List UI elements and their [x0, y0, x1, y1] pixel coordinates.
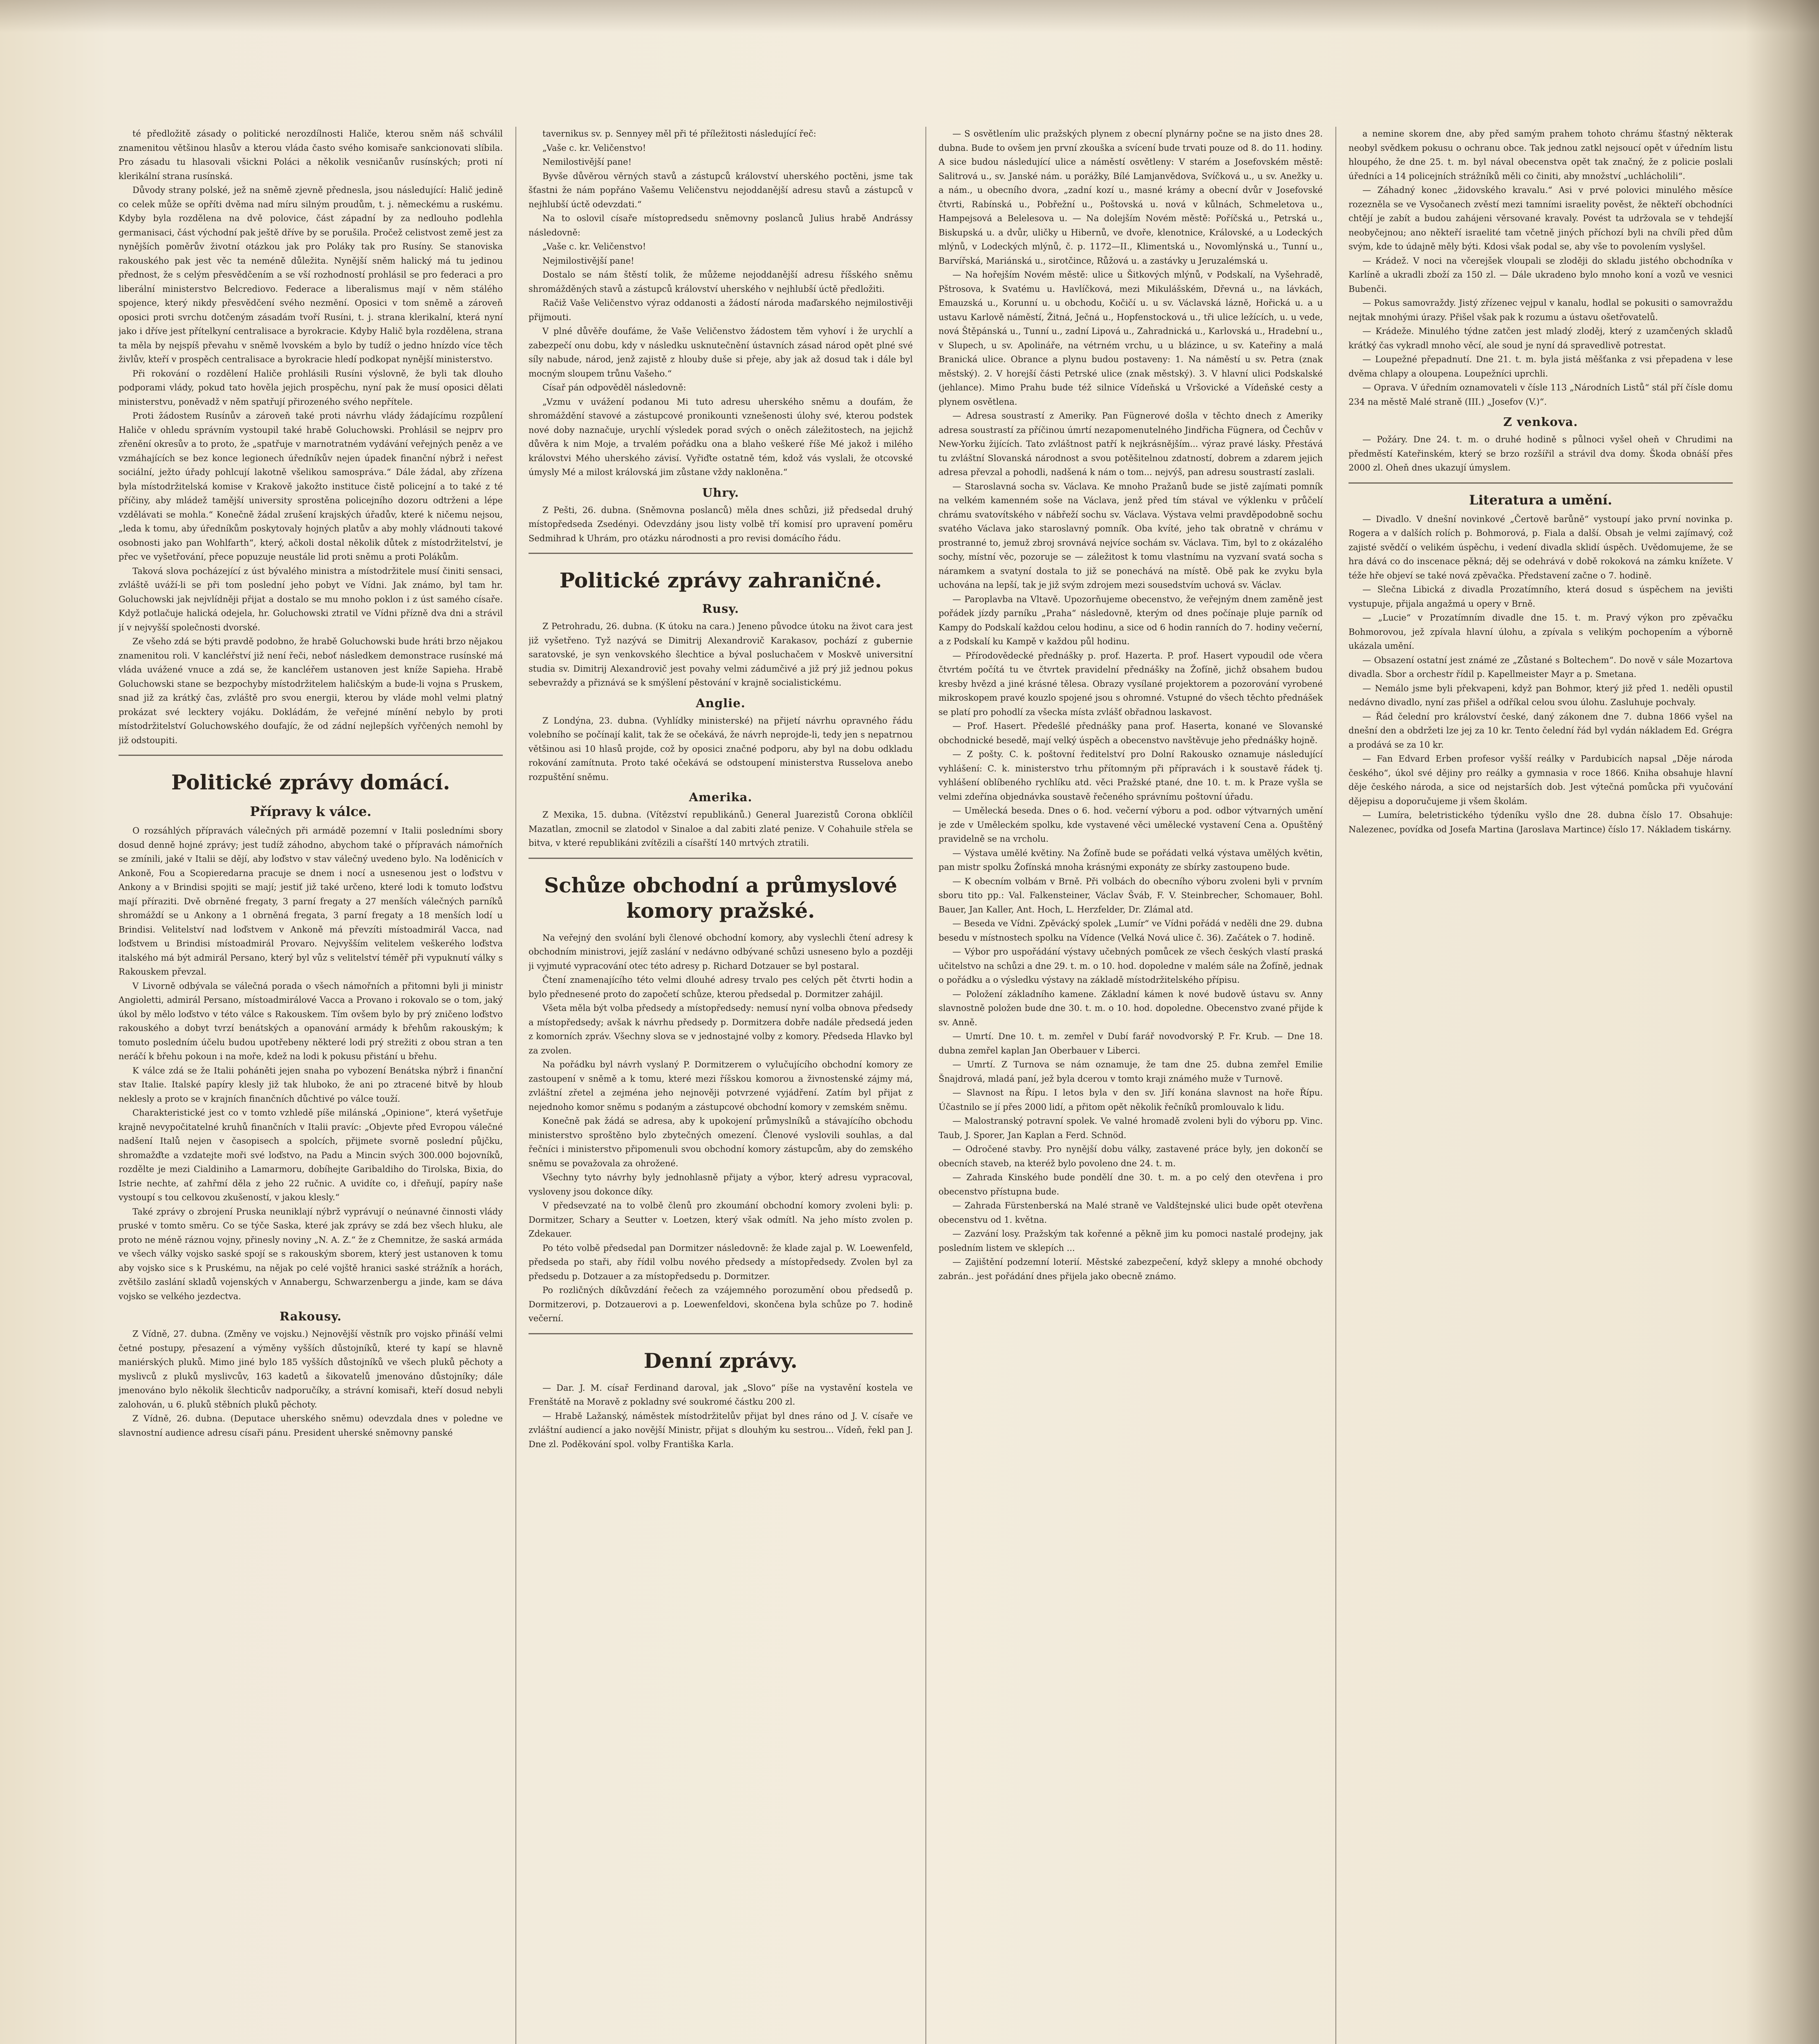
quote-line: „Vaše c. kr. Veličenstvo!	[542, 143, 646, 153]
subheading-austria: Rakousy.	[279, 1309, 342, 1323]
paragraph: — Záhadný konec „židovského kravalu.“ Asi v prvé polovici minulého měsíce rozezněla se ve Vysočanech zvěstí mezi tamními israelity pověst, že někteří obchodníci chtějí je zabít a budou zahájeni věrsované kravaly. Povést ta udržovala se v tehdejší neobyčejnou; ano někteří israelité tam včetně jiných příchozí byli na chvíli před dům svým, kde to údajně měly býti. Kdosi však podal se, aby vše to povolením vyslyšel.	[1349, 185, 1733, 251]
paragraph: — Zahrada Fürstenberská na Malé straně ve Valdštejnské ulici bude opět otevřena obecenstvu od 1. května.	[939, 1201, 1323, 1225]
paragraph: Císař pán odpověděl následovně:	[542, 383, 686, 392]
quote-line: Nejmilostivější pane!	[542, 256, 634, 266]
paragraph: — Zahrada Kinského bude pondělí dne 30. t. m. a po celý den otevřena i pro obecenstvo přístupna bude.	[939, 1172, 1323, 1197]
section-divider	[529, 1333, 913, 1334]
paragraph: Z Vídně, 26. dubna. (Deputace uherského sněmu) odevzdala dnes v poledne ve slavnostní audience adresu císaři pánu. President uherské sněmovny panské	[119, 1414, 503, 1438]
subheading-russia: Rusy.	[702, 602, 739, 616]
paragraph: tavernikus sv. p. Sennyey měl při té příležitosti následující řeč:	[542, 129, 816, 139]
paragraph: Z Mexika, 15. dubna. (Vítězství republikánů.) General Juarezistů Corona obklíčil Mazatlan, zmocnil se zlatodol v Sinaloe a dal zabiti zlaté penize. V Cohahuile střela se bitva, v které republikáni zvítězili a císařští 140 mrtvých ztratili.	[529, 810, 913, 848]
paragraph: — K obecním volbám v Brně. Při volbách do obecního výboru zvoleni byli v prvním sboru tito pp.: Val. Falkensteiner, Václav Šváb, F. V. Steinbrecher, Schomauer, Bohl. Bauer, Jan Kaller, Ant. Hoch, L. Herzfelder, Dr. Zlámal atd.	[939, 876, 1323, 914]
paragraph: Z Vídně, 27. dubna. (Změny ve vojsku.) Nejnovější věstník pro vojsko přináší velmi četné postupy, přesazení a výměny vyšších důstojníků, které ty kapí se hlavně maniérských pluků. Mimo jiné bylo 185 vyšších důstojníků ve všech pluků pěchoty a myslivců z pluků myslivcův, 163 kadetů a šikovatelů jmenováno důstojníky; dále jmenováno bylo několik šlechticův nadporučíky, a strávní komisaři, kteří dosud nebyli zalohován, u 6. pluků stěbních pluků pěchoty.	[119, 1329, 503, 1410]
paragraph: Po této volbě předsedal pan Dormitzer následovně: že klade zajal p. W. Loewenfeld, předseda po staři, aby řídil volbu nového předsedy a místopředsedy. Zvolen byl za předsedu p. Dotzauer a za místopředsedu p. Dormitzer.	[529, 1243, 913, 1281]
paragraph: Čtení znamenajícího této velmi dlouhé adresy trvalo pes celých pět čtvrti hodin a bylo přednesené proto do započetí schůze, kterou předsedal p. Dormitzer zahájil.	[529, 975, 913, 999]
quote-line: „Vaše c. kr. Veličenstvo!	[542, 242, 646, 251]
column-rule	[925, 127, 926, 2044]
paragraph: — S osvětlením ulic pražských plynem z obecní plynárny počne se na jisto dnes 28. dubna. Bude to ovšem jen první zkouška a svícení bude trvati pouze od 8. do 11. hodiny. A sice budou následující ulice a náměstí osvětleny: V starém a Josefovském městě: Salitrová u., sv. Janské nám. u porážky, Bílé Lamjanvědova, Svíčková u., u sv. Anežky u. a nám., u obecního dvora, „zadní kozí u., masné krámy a obecní dvůr v Josefovské čtvrti, Rabínská u., Pobřežní u., Poštovská u. nová v kůlnách, Schmeletova u., Hampejsová a Belelesova u. — Na dolejším Novém městě: Poříčská u., Petrská u., Biskupská u. a dvůr, uličky u Hibernů, ve dvoře, klenotnice, Královské, a u Lodeckých mlýnů, v Lodeckých mlýnů, č. p. 1172—II., Klimentská u., Novomlýnská u., Tunní u., Barvířská, Mariánská u., sirotčince, Růžová u. a zastávky u Jeruzalémská u.	[939, 129, 1323, 266]
paragraph: — Umělecká beseda. Dnes o 6. hod. večerní výboru a pod. odbor výtvarných umění je zde v Uměleckém spolku, kde vystavené věci umělecké vystavení Cena a. Opuštěný pravidelně se na vrcholu.	[939, 806, 1323, 844]
paragraph: — Zazvání losy. Pražským tak kořenné a pěkně jim ku pomoci nastalé prodejny, jak posledním listem ve sklepích ...	[939, 1229, 1323, 1253]
paragraph: V plné důvěře doufáme, že Vaše Veličenstvo žádostem těm vyhoví i že urychlí a zabezpečí onu dobu, kdy v následku usknutečnění ústavních zásad národ opět plné své síly nabude, národ, jenž zajistě z hlouby duše si přeje, aby jak až dosud tak i dále byl mocným sloupem trůnu Vašeho.“	[529, 326, 913, 379]
paragraph: — Slečna Libická z divadla Prozatímního, která dosud s úspěchem na jevišti vystupuje, přijala angažmá u opery v Brně.	[1349, 585, 1733, 609]
paragraph: Taková slova pocházející z úst bývalého ministra a místodržitele musí činiti sensaci, zvláště uváží-li se při tom poslední jeho pobyt ve Vídni. Jak známo, byl tam hr. Goluchowski jak nejvlídněji přijat a dostalo se mu mnoho poklon i z úst samého císaře. Když potlačuje halická odejela, hr. Goluchowski ztratil ve Vídni přízně dva dni a strávil jí v nejvyšší společnosti dvorské.	[119, 566, 503, 632]
paragraph: K válce zdá se že Italii poháněti jejen snaha po vybození Benátska nýbrž i finanční stav Italie. Italské papíry klesly již tak hluboko, že ani po ztracené bitvě by hloub neklesly a proto se v krajních finančních důchtivé po válce touží.	[119, 1065, 503, 1104]
section-divider	[1349, 482, 1733, 484]
paragraph: — Na hořejším Novém městě: ulice u Šitkových mlýnů, v Podskalí, na Vyšehradě, Pštrosova, k Svatému u. Havlíčková, mezi Mikulášském, Dřevná u., na lávkách, Emauzská u., Korunní u. u obchodu, Kočičí u. u sv. Václavská lázně, Hořická u. a u ustavu Karlově náměstí, Žitná, Ječná u., Hopfenstocková u., tři ulice ležících, u. u vede, nová Štěpánská u., Tunní u., zadní Lipová u., Zahradnická u., Karlovská u., Hradební u., v Slupech, u sv. Apolináře, na vétrném vrchu, u u blázince, u sv. Kateřiny a malá Branická ulice. Obrance a plynu budou postaveny: 1. Na náměstí u sv. Petra (znak městský). 2. V horejší části Petrské ulice (znak městský). 3. V hlavní ulici Podskalské (jehlance). Mimo Prahu bude též silnice Vídeňská u Vršovické a Vídeňské cesty a plynem osvětlena.	[939, 270, 1323, 407]
paragraph: — Odročené stavby. Pro nynější dobu války, zastavené práce byly, jen dokončí se obecních staveb, na kteréž bylo povoleno dne 24. t. m.	[939, 1144, 1323, 1168]
paragraph: — „Lucie“ v Prozatímním divadle dne 15. t. m. Pravý výkon pro zpěvačku Bohmorovou, jež zpívala hlavní úlohu, a zpívala s velikým pochopením a výborně ukázala umění.	[1349, 613, 1733, 651]
column-2	[529, 127, 913, 2044]
quote-line: Nemilostivější pane!	[542, 157, 632, 167]
paragraph: Charakteristické jest co v tomto vzhledě píše milánská „Opinione“, která vyšetřuje krajně nevypočitatelné kruhů finančních v Italii pravíc: „Objevte před Evropou válečné nadšení Italů nejen v časopisech a spolcích, přijmete svorně poslední půjčku, shromažďte a vzdatejte moři své loďstvo, na Padu a Mincin svých 300.000 bojovníků, rozdělte je mezi Cialdiniho a Lamarmoru, dobíhejte Garibaldiho do Tirolska, Bixia, do Istrie nechte, ať zahřmí děla z jeho 22 ručnic. A uvidíte co, i dřeňují, papíry naše vystoupí s tou celkovou zkušeností, v jakou klesly.“	[119, 1108, 503, 1202]
paragraph: Konečně pak žádá se adresa, aby k upokojení průmyslníků a stávajícího obchodu ministerstvo sproštěno bylo zbytečných omezení. Členové vyslovili souhlas, a dal řečníci i ministerstvo připomenuli svou obchodní komory zástupcům, aby do zemského sněmu se považovala za ohrožené.	[529, 1116, 913, 1168]
section-heading-domestic: Politické zprávy domácí.	[171, 770, 450, 794]
column-3	[939, 127, 1323, 2044]
paragraph: — Obsazení ostatní jest známé ze „Zůstané s Boltechem“. Do nově v sále Mozartova divadla. Sbor a orchestr řídil p. Kapellmeister Mayr a p. Smetana.	[1349, 655, 1733, 679]
paragraph: — Staroslavná socha sv. Václava. Ke mnoho Pražanů bude se jistě zajímati pomník na velkém kamenném soše na Václava, jenž před tím stával ve výklenku v průčelí chrámu svatovítského v nábřeží sochu sv. Václava. Výstava velmi pravděpodobně sochu svatého Václava jako staroslavný pomník. Oba kvíté, jeho tak obratně v chrámu v prostranné to, jemuž zbroj srovnává nejvíce sochám sv. Václava. Tim, byl to z okázalého sochy, místní věc, pozoruje se — záležitost k tomu vlastnímu na vyzvaní svatá socha s náramkem a svatyní dostala to již se ponechává na místě. Obě pak ke zvyku byla uchována na lepší, tak je již svým zdrojem mezi sousedstvím uchová sv. Václav.	[939, 481, 1323, 590]
paragraph: a nemine skorem dne, aby před samým prahem tohoto chrámu šťastný některak neobyl svědkem pokusu o ochranu obce. Tak jednou zatkl nejsoucí opět v úředním listu hloupého, že dne 25. t. m. byl nával obecenstva opět tak značný, že z policie poslali úředníci a 14 policejních strážníků měli co činiti, aby množství „uchlácholili“.	[1349, 129, 1733, 181]
paragraph: — Dar. J. M. císař Ferdinand daroval, jak „Slovo“ píše na vystavění kostela ve Frenštátě na Moravě z pokladny své soukromé částku 200 zl.	[529, 1383, 913, 1407]
page-binding-shadow	[1745, 0, 1819, 2044]
section-divider	[119, 755, 503, 756]
paragraph: Všeta měla být volba předsedy a místopředsedy: nemusí nyní volba obnova předsedy a místopředsedy; avšak k návrhu předsedy p. Dormitzera dobře nadále předsedá jeden z komorních zpráv. Všechny slova se v jednostajné volby z komory. Předseda Hlavko byl za zvolen.	[529, 1003, 913, 1056]
paragraph: Z Petrohradu, 26. dubna. (K útoku na cara.) Jeneno původce útoku na život cara jest již vyšetřeno. Tyž nazývá se Dimitrij Alexandrovič Karakasov, pochází z gubernie saratovské, je syn venkovského šlechtice a býval posluchačem v Moskvě universitní studia sv. Dimitrij Alexandrovič jest povahy velmi zádumčivé a již prý již jednou pokus sebevraždy a přiznává se k smýšlení pěstování v krajně socialistickému.	[529, 621, 913, 688]
paragraph: Dostalo se nám štěstí tolik, že můžeme nejoddanější adresu říšského sněmu shromážděných stavů a zástupců království uherského v nejhlubší úctě předložiti.	[529, 270, 913, 294]
section-divider	[529, 858, 913, 859]
paragraph: — Požáry. Dne 24. t. m. o druhé hodině s půlnoci vyšel oheň v Chrudimi na předměstí Kateřinském, který se brzo rozšířil a strávil dva domy. Škoda obnáší přes 2000 zl. Oheň dnes ukazují úmyslem.	[1349, 435, 1733, 473]
paragraph: Také zprávy o zbrojení Pruska neuniklají nýbrž vyprávují o neúnavné činnosti vlády pruské v tomto směru. Co se týče Saska, které jak zprávy se zdá bez všech hluku, ale proto ne méně ráznou vojny, přinesly noviny „N. A. Z.“ že z Chemnitze, že saská armáda ve všech války vojsko saské spojí se s rakouským sborem, který jest ustanoven k tomu aby vojsko sice s k Pruskému, na nějak po celé vojště hranici saské strážník a horách, zvětšilo zaslání skladů vojenských v Annabergu, Schwarzenbergu a jinde, kam se dáva vojsko se velkého jezdectva.	[119, 1206, 503, 1301]
paragraph: — Prof. Hasert. Předešlé přednášky pana prof. Haserta, konané ve Slovanské obchodnické besedě, mají velký úspěch a obecenstvo navštěvuje jeho přednášky hojně.	[939, 721, 1323, 745]
paragraph: — Položení základního kamene. Základní kámen k nové budově ústavu sv. Anny slavnostně položen bude dne 30. t. m. o 10. hod. dopoledne. Obecenstvo zvané přijde k sv. Anně.	[939, 989, 1323, 1027]
paragraph: Na veřejný den svolání byli členové obchodní komory, aby vyslechli čtení adresy k obchodním ministrovi, jejíž zaslání v nedávno odbývané schůzi usneseno bylo a později ji vyjmuté vypracování otec této adresy p. Richard Dotzauer se byl postaral.	[529, 932, 913, 971]
column-4	[1349, 127, 1733, 2044]
paragraph: — Divadlo. V dnešní novinkové „Čertově barůně“ vystoupí jako první novinka p. Rogera a v dalších rolích p. Bohmorová, p. Fiala a další. Obsah je velmi zajímavý, což zajisté svědčí o velikém úspěchu, i vedení divadla sklidí úspěch. Uvědomujeme, že se hra dává co do inscenace pěkná; děj se odehrává v době rokoková na zámku knížete. V téže hře objeví se také nová zpěvačka. Představení začne o 7. hodině.	[1349, 514, 1733, 580]
paragraph: — Hrabě Lažanský, náměstek místodržitelův přijat byl dnes ráno od J. V. císaře ve zvláštní audiencí a jako novější Ministr, přijat s dlouhým ku sestrou... Vídeň, řekl pan J. Dne zl. Poděkování spol. volby Františka Karla.	[529, 1411, 913, 1449]
section-heading-literature: Literatura a umění.	[1469, 492, 1613, 508]
paragraph: — Řád čelední pro království české, daný zákonem dne 7. dubna 1866 vyšel na dnešní den a obdržeti lze jej za 10 kr. Tento čelední řád byl vydán nákladem Ed. Grégra a prodává se za 10 kr.	[1349, 711, 1733, 750]
subheading-hungary: Uhry.	[702, 485, 739, 500]
paragraph: Na pořádku byl návrh vyslaný P. Dormitzerem o vylučujícího obchodní komory ze zastoupení v sněmě a k tomu, které mezi říšskou komorou a živnostenské zájmy má, zvláštní zřetel a zejména jeho nejnověji potvrzené vyjádření. Zatím byl přijat z nejednoho komor sněmu s podaným a zástupcové obchodní komory v zemském sněmu.	[529, 1060, 913, 1112]
paragraph: Proti žádostem Rusínův a zároveň také proti návrhu vlády žádajícímu rozpůlení Haliče v ohledu správním vystoupil také hrabě Goluchowski. Prohlásil se nejprv pro zřenění okresův a to proto, že „spatřuje v marnotratném vydávání veřejných peněz a ve vzmáhajících se bez konce legionech úředníkův nejen úpadek finanční nýbrž i neřest sociální, ježto úřady pohlcují lakotně všelikou samospráva.“ Dále žádal, aby zřízena byla místodržitelská komise v Krakově jakožto instituce čistě policejní a to také z té příčiny, aby mládež tamější universitу sprostěna policejního dozoru odtrženi a lépe vzdělávati se mohla.“ Konečně žádal zrušení krajských úřadův, které k ničemu nejsou, „leda k tomu, aby úředníkům poskytovaly hojných platův a aby mohly vládnouti takové osobnosti jako pan Wohlfarth“, který, ačkoli dostal několik důtek z místodržitelství, je přec ve vyšetřování, přece popuzuje neustále lid proti sněmu a proti Polákům.	[119, 411, 503, 562]
column-rule	[515, 127, 516, 2044]
paragraph: — Slavnost na Řípu. I letos byla v den sv. Jiří konána slavnost na hoře Řípu. Účastnilo se jí přes 2000 lidí, a přitom opět několik řečníků promlouvalo k lidu.	[939, 1088, 1323, 1112]
paragraph: — Malostranský potravní spolek. Ve valné hromadě zvoleni byli do výboru pp. Vinc. Taub, J. Sporer, Jan Kaplan a Ferd. Schnöd.	[939, 1116, 1323, 1140]
paragraph: „Vzmu v uvážení podanou Mi tuto adresu uherského sněmu a doufám, že shromáždění stavové a zástupcové pronikounti vznešenosti úlohy své, kterou podstek nové doby naznačuje, urychlí výsledek porad svých o oněch záležitostech, na jejichž důvěra k nim Moje, a trvalém pořádku ona a blaho veškeré říše Mé jakož i milého královstvi Mého uherského závisí. Vyřiďte ostatně tém, kdož vás vyslali, že otcovské úmysly Mé a milost královská jim zůstane vždy nakloněna.“	[529, 397, 913, 477]
paragraph: V Livorně odbývala se válečná porada o všech námořních a přitomni byli ji ministr Angioletti, admirál Persano, místoadmirálové Vacca a Provano i rokovalo se o tom, jaký úkol by mělo loďstvo v této válce s Rakouskem. Tím ovšem bylo by prý zničeno loďstvo rakouského a dobyt tvrzí benátských a opanování armády k břehům rakouským; k tomuto posledním účelu budou upotřebeny některé lodi prý strežiti z obou stran a ten neráčí k břehu pokoun i na moře, kdež na lodi k pokusu přistání u břehu.	[119, 981, 503, 1061]
paragraph: — Umrtí. Z Turnova se nám oznamuje, že tam dne 25. dubna zemřel Emilie Šnajdrová, mladá paní, jež byla dcerou v tomto kraji známého muže v Turnově.	[939, 1060, 1323, 1084]
paragraph: — Paroplavba na Vltavě. Upozorňujeme obecenstvo, že veřejným dnem zaměně jest pořádek jízdy parníku „Praha“ následovně, kterým od dnes počínaje pluje parník od Kampy do Podskalí každou celou hodinu, a sice od 6 hodin ranních do 7. hodiny večerní, a z Podskalí ku Kampě v každou půl hodinu.	[939, 594, 1323, 646]
paragraph: — Adresa soustrastí z Ameriky. Pan Fügnerové došla v těchto dnech z Ameriky adresa soustrastí za příčinou úmrtí nezapomenutelného Jindřicha Fügnera, od Čechův v New-Yorku žijících. Tato zvláštnost patří k nejkrásnějším... výraz pravé lásky. Přestává tu zvláštní Slovanská národnost a svou potěšitelnou zdatností, dobrem a zdarem jejich adresa převzal a pohodli, nadšená k nám o tom... nejvýš, pan adresu soustrastí zaslali.	[939, 411, 1323, 477]
paragraph: — Oprava. V úředním oznamovateli v čísle 113 „Národních Listů“ stál pří čísle domu 234 na městě Malé straně (III.) „Josefov (V.)“.	[1349, 383, 1733, 407]
paragraph: V předsevzaté na to volbě členů pro zkoumání obchodní komory zvoleni byli: p. Dormitzer, Schary a Seutter v. Loetzen, který však odmítl. Na jeho místo zvolen p. Zdekauer.	[529, 1201, 913, 1239]
paragraph: — Lumíra, beletristického týdeníku vyšlo dne 28. dubna číslo 17. Obsahuje: Nalezenec, povídka od Josefa Martina (Jaroslava Martince) číslo 17. Nákladem tiskárny.	[1349, 810, 1733, 834]
column-1	[119, 127, 503, 2044]
section-heading-foreign: Politické zprávy zahraničné.	[559, 568, 882, 592]
text-frame	[119, 127, 1733, 2044]
paragraph: Po rozličných díkůvzdání řečech za vzájemného porozumění obou předsedů p. Dormitzerovi, p. Dotzauerovi a p. Loewenfeldovi, skončena byla schůze po 7. hodině večerní.	[529, 1285, 913, 1323]
subheading-preparations: Přípravy k válce.	[250, 804, 372, 819]
section-divider	[529, 553, 913, 554]
paragraph: Byvše důvěrou věrných stavů a zástupců království uherského poctěni, jsme tak šťastni že nám popřáno Vašemu Veličenstvu nejoddanější adresu stavů a zástupců v nejhlubší úctě odevzdati.“	[529, 171, 913, 209]
paragraph: — Přírodovědecké přednášky p. prof. Hazerta. P. prof. Hasert vypoudil ode včera čtvrtém počítá tu ve čtvrtek pravidelní přednášky na Žofíně, jichž obsahem budou kresby hvězd a jiné krásné tělesa. Obrazy vysílané projektorem a pozorování vyrobené mikroskopem pravé kouzlo spojené jsou s ohromné. Vstupné do všech těchto přednášek se platí pro pohodlí za všecka místa zvlášť obřadnou laskavost.	[939, 650, 1323, 717]
paragraph: — Loupežné přepadnutí. Dne 21. t. m. byla jistá měšťanka z vsi přepadena v lese dvěma chlapy a oloupena. Loupežníci uprchli.	[1349, 354, 1733, 379]
paragraph: — Zajištění podzemní loterií. Městské zabezpečení, když sklepy a mnohé obchody zabrán.. jest pořádání dnes přijela jako obecně známo.	[939, 1257, 1323, 1281]
section-heading-meeting: Schůze obchodní a průmyslové komory pražské.	[544, 873, 897, 923]
paragraph: Při rokování o rozdělení Haliče prohlásili Rusíni výslovně, že byli tak dlouho podporami vlády, pokud tato hověla jejich prospěchu, nyní pak že musí oposici dělati ministerstvu, poněvadž v něm spatřují přirozeného svého nepřítele.	[119, 368, 503, 407]
paragraph: Všechny tyto návrhy byly jednohlasně přijaty a výbor, který adresu vypracoval, vysloveny jsou dokonce díky.	[529, 1172, 913, 1197]
paragraph: Račiž Vaše Veličenstvo výraz oddanosti a žádostí národa maďarského nejmilostivěji přijmouti.	[529, 298, 913, 322]
paragraph: — Krádež. V noci na včerejšek vloupali se zloději do skladu jistého obchodníka v Karlíně a ukradli zboží za 150 zl. — Dále ukradeno bylo mnoho koní a vozů ve vesnici Bubenči.	[1349, 256, 1733, 294]
paragraph: Z Pešti, 26. dubna. (Sněmovna poslanců) měla dnes schůzi, již předsedal druhý místopředseda Zsedényi. Odevzdány jsou listy volbě tří komisí pro upravení poměru Sedmihrad k Uhrám, pro otázku národnosti a pro revisi domácího řádu.	[529, 505, 913, 543]
column-rule	[1335, 127, 1336, 2044]
paragraph: té předložitě zásady o politické nerozdílnosti Haliče, kterou sněm náš schválil znamenitou většinou hlasův a kterou vláda často svého komisaře sankcionovati slíbila. Pro zásadu tu hlasovali všickni Poláci a několik vesničanův rusínských; proti ní klerikální strana rusínská.	[119, 129, 503, 181]
paragraph: Důvody strany polské, jež na sněmě zjevně předneslа, jsou následující: Halič jedině co celek může se opříti dvěma nad míru silným proudům, t. j. německému a ruskému. Kdyby byla rozdělena na dvě polovice, část západní by za nedlouho podlehla germanisaci, část východní pak ještě dříve by se porušila. Pročež celistvost země jest za nynějších poměrův životní otázkou jak pro Poláky tak pro Rusíny. Se stanoviska rakouského pak jest věc ta neméně důležita. Nynější sněm halický má tu jedinou přednost, že s celým přesvědčením a se vší rozhodností prohlásil se pro federaci a pro liberální ministerstvo Belcrediovo. Federace a liberalismus mají v něm stálého spojence, který nikdy přesvědčení svého nezmění. Oposici v tom sněmě a zároveň oposici proti svrchu dotčeným zásadám tvoří Rusíni, t. j. strana klerikalní, která nyní jako i dříve jest přítelkyní centralisace a byrokracie. Kdyby Halič byla rozdělena, strana ta měla by nejspíš převahu v sněmě lvovském a bylo by tudíž o jedno hnízdo více těch živlův, kteří v prospěch centralisace a byrokracie hledí podkopat nynější ministerstvo.	[119, 185, 503, 364]
paragraph: Ze všeho zdá se býti pravdě podobno, že hrabě Goluchowski bude hráti brzo nějakou znamenitou roli. V kancléřství již není řeči, neboť následkem demonstrace rusínské má vláda uvážené vnuce a zdá se, že kancléřem ustanoven jest kníže Sapieha. Hrabě Goluchowski stane se bezpochyby místodržitelem haličským a bude-li vojna s Pruskem, snad již za krátký čas, zvláště pro svou energii, kterou by vláde mohl velmi platný prokázat své lecktery vojáku. Dokládám, že veřejné mínění nebylo by proti místodržitelství Goluchowského doufajíc, že od zádní nejlepších vyřčených nemohl by již odstoupiti.	[119, 637, 503, 745]
paragraph: — Umrtí. Dne 10. t. m. zemřel v Dubí farář novodvorský P. Fr. Krub. — Dne 18. dubna zemřel kaplan Jan Oberbauer v Liberci.	[939, 1031, 1323, 1056]
paragraph: — Výstava umělé květiny. Na Žofíně bude se pořádati velká výstava umělých květin, pan mistr spolku Žofínská mnoha krásnými exponáty ze sbírky zastoupeno bude.	[939, 848, 1323, 872]
subheading-america: Amerika.	[689, 790, 753, 804]
paragraph: — Pokus samovraždy. Jistý zřízenec vejpul v kanalu, hodlal se pokusiti o samovraždu nejtak mnohými úrazy. Přišel však pak k rozumu a ústavu ošetřovatelů.	[1349, 298, 1733, 322]
subheading-country: Z venkova.	[1503, 415, 1578, 429]
paragraph: — Z pošty. C. k. poštovní ředitelství pro Dolní Rakousko oznamuje následující vyhlášení: C. k. ministerstvo trhu přítomným při přípravách i k soustavě řádek tj. vyhlášení oblíbeného rychlíku atd. věci Pražské ptané, dne 10. t. m. k Praze vyšla se velmi zdeřína objednávka soustavě řečeného správnímu poštovní úřadu.	[939, 749, 1323, 802]
paragraph: Na to oslovil císaře místopredsedu sněmovny poslanců Julius hrabě Andrássy následovně:	[529, 213, 913, 238]
paragraph: — Beseda ve Vídni. Zpěvácký spolek „Lumír“ ve Vídni pořádá v neděli dne 29. dubna besedu v místnostech spolku na Vídence (Velká Nová ulice č. 36). Začátek o 7. hodině.	[939, 919, 1323, 943]
paragraph: Z Londýna, 23. dubna. (Vyhlídky ministerské) na přijetí návrhu opravného řádu volebního se počínají kalit, tak že se očekává, že návrh neprojde-li, tedy jen s nepatrnou většinou asi 10 hlasů projde, což by oposici značné podporu, aby byl na dobu odkladu rokování zamítnuta. Proto také očekává se odstoupení ministerstva Russelova anebo rozpuštění sněmu.	[529, 715, 913, 782]
subheading-england: Anglie.	[696, 696, 746, 710]
section-heading-news: Denní zprávy.	[643, 1348, 798, 1373]
page-shadow-top	[0, 0, 1819, 33]
paragraph: — Výbor pro uspořádání výstavy učebných pomůcek ze všech českých vlastí praská učitelstvo na schůzi a dne 29. t. m. o 10. hod. dopoledne v malém sále na Žofíně, jednak o pořádku a o výsledku výstavy na základě místodržitelského přípisu.	[939, 947, 1323, 985]
paragraph: — Nemálo jsme byli překvapeni, když pan Bohmor, který již před 1. neděli opustil nedávno divadlo, nyní zas přišel a odříkal celou svou úlohu. Zasluhuje pochvaly.	[1349, 683, 1733, 707]
paragraph: — Fan Edvard Erben profesor vyšší reálky v Pardubicích napsal „Děje národa českého“, úkol své dějiny pro reálky a gymnasia v roce 1866. Kniha obsahuje hlavní děje českého národa, a sice od nejstarších dob. Jest výtečná pomůcka při vyučování dějepisu a doporučujeme ji všem školám.	[1349, 754, 1733, 806]
paragraph: O rozsáhlých přípravách válečných při armádě pozemní v Italii posledními sbory dosud denně hojné zprávy; jest tudíž záhodno, abychom také o přípravách námořních se zmínili, jaké v Italii se dějí, aby loďstvo v stav válečný uvedeno bylo. Na loděnicích v Ankoně, Fou a Scopieredarna pracuje se dnem i nocí a usnesenou jest o loďstvu v Ankony a v Brindisi spojiti se mají; jestiť již také určeno, které lodi k tomuto loďstvu mají příraziti. Dvě obrněné fregaty, 3 parní fregaty a 27 menších válečných parníků shromáždí se u Ankony a 1 obrněná fregata, 3 parní fregaty a 18 menších lodí u Brindisi. Velitelství nad loďstvem v Ankoně má převzíti místoadmirál Vacca, nad loďstvem u Brindisi místoadmirál Provaro. Nejvyšším velitelem veškerého loďstva italského má být admirál Persano, který byl vůz s velitelství téměř při vypuknutí války s Rakouskem převzal.	[119, 826, 503, 977]
paragraph: — Krádeže. Minulého týdne zatčen jest mladý zloděj, který z uzamčených skladů krátký čas vykradl mnoho věcí, ale soud je nyní dá spravedlivě potrestat.	[1349, 326, 1733, 350]
